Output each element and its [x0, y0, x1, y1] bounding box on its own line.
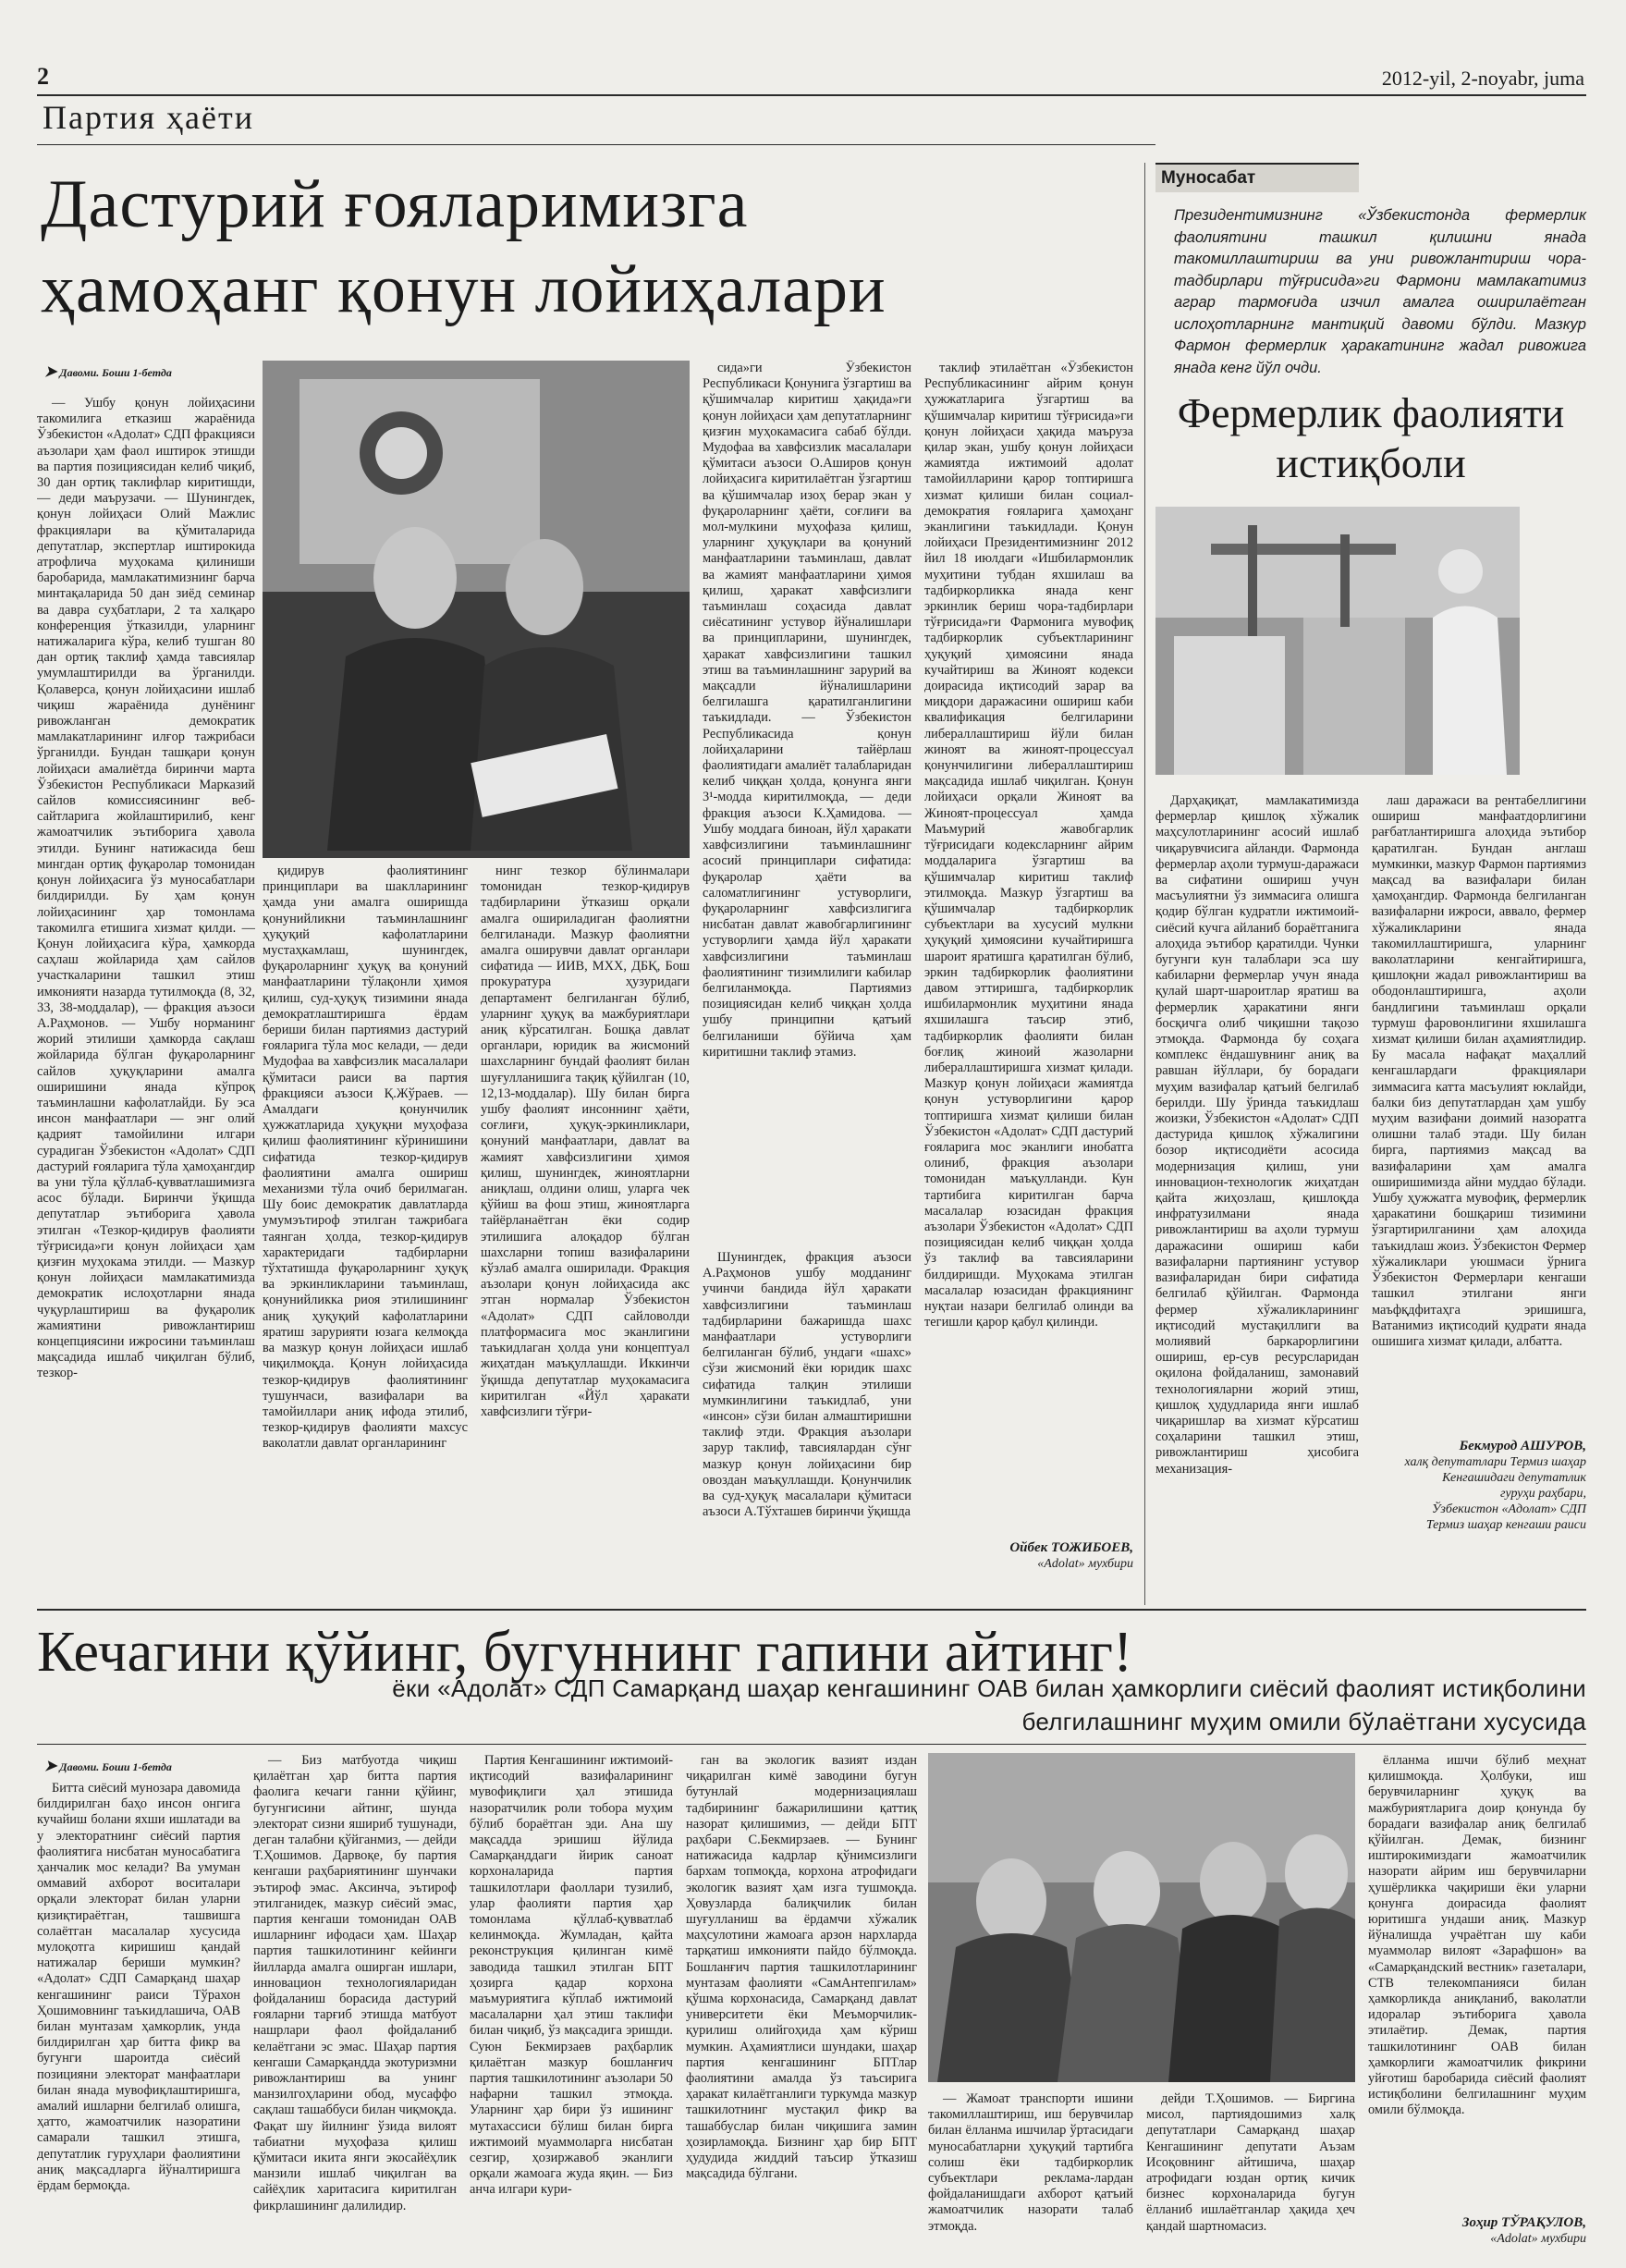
article2-subtitle [246, 1672, 1586, 1738]
article1-col3b-text: Шунингдек, фракция аъзоси А.Раҳмонов ушбу модданинг учинчи бандида йўл ҳаракати хавфсизлигини таъминлаш тадбирларини бажаришда шахс манфаатлари устуворлиги белгиланган бўлиб, ундаги «шахс» сўзи жисмоний ёки юридик шахс сифатида талқин этилиши мумкинлигини таъкидлаб, уни «инсон» сўзи билан алмаштиришни таклиф этди. Фракция аъзолари зарур таклиф, тавсиялардан сўнг мазкур қонун лойиҳасини бир овоздан маъқуллашди. Қонунчилик ва суд-ҳуқуқ масалалари қўмитаси аъзоси А.Тўхташев биринчи ўқишда [703, 1250, 911, 1520]
sidebar-colA-text: Дарҳақиқат, мамлакатимизда фермерлар қишлоқ хўжалик маҳсулотларининг асосий ишлаб чиқарувчисига айланди. Фармонда фермерлар аҳоли турмуш-даражаси ва сифатини ошириш учун масъулиятни ўз зиммасига олишга қодир бўлган кудратли ижтимоий-сиёсий кучга айланиб бораётганига алоҳида эътибор қаратилди. Чунки бугунги кун талаблари эса шу кабиларни фермерлар учун янада қулай шарт-шароитлар яратиш ва фермерлик ҳаракатини янги босқичга олиб чиқишни тақозо этмоқда. Фармонда бу соҳага комплекс ёндашувнинг аниқ ва равшан йўллари, бу борадаги муҳим вазифалар қатъий белгилаб берилди. Шу ўринда таъкидлаш жоизки, Ўзбекистон «Адолат» СДП дастурида қишлоқ хўжалигини бозор иқтисодиёти асосида модернизация қилиш, уни инновацион-технологик жиҳатдан қайта жиҳозлаш, қишлоқда инфратузилмани янада ривожлантириш ва аҳоли турмуш даражасини ошириш каби вазифаларни партиянинг устувор вазифаларидан бири сифатида белгилаб қўйилган. Фармонда фермер хўжаликларининг иқтисодий мустақиллиги ва молиявий баркарорлигини ошириш, ер-сув ресурсларидан оқилона фойдаланиш, замонавий технологияларни жорий этиш, қишлоқ ҳудудларида янги ишлаб чиқаришлар ва хизмат кўрсатиш соҳаларини ташкил этиш, ривожлантириш ҳисобига механизация- [1155, 793, 1359, 1477]
article2-col3-text: Партия Кенгашининг ижтимоий-иқтисодий вазифаларининг мувофиқлиги ҳал этишида назоратчилик роли тобора муҳим бўлиб бораётган эди. Ана шу мақсадда эришиш йўлида Самарқанддаги йирик саноат корхоналарида партия ташкилотлари фаоллари тузилиб, улар фаолияти партия ҳар томонлама қўллаб-қувватлаб келинмоқда. Жумладан, қайта реконструкция қилинган кимё заводида ташкил этилган БПТ ҳозирга қадар корхона маъмуриятига кўплаб ижтимоий масалаларни ҳал этиш таклифи билан чиқиб, ўз мақсадига эришди. Суюн Бекмирзаев раҳбарлик қилаётган мазкур бошланғич партия ташкилотининг аъзолари 50 нафарни ташкил этмоқда. Уларнинг ҳар бири ўз ишининг мутахассиси бўлиш билан бирга ижтимоий муаммоларга нисбатан сезгир, ҳозиржавоб эканлиги орқали жамоага жуда яқин. — Биз анча илгари кури- [470, 1753, 673, 2198]
header-rule [37, 94, 1586, 96]
article1-signature [924, 1540, 1133, 1572]
article1-headline-line1: Дастурий ғояларимизга [41, 166, 749, 242]
sidebar-author-role-4: Ўзбекистон «Адолат» СДП [1432, 1502, 1586, 1516]
article1-author: Ойбек ТОЖИБОЕВ, [1009, 1540, 1133, 1555]
sidebar-column-1 [1155, 793, 1359, 1568]
sidebar-signature [1359, 1439, 1586, 1533]
sidebar-lead: Президентимизнинг «Ўзбекистонда фермерлик фаолиятини ташкил қилишни янада такомиллаштириш ва уни ривожлантириш чора-тадбирлари тўғрисида»ги Фармони мамлакатимиз аграр тармоғида изчил амалга оширилаётган ислоҳотларнинг мантиқий давоми бўлди. Мазкур Фармон фермерлик ҳаракатининг жадал ривожига янада кенг йўл очди. [1174, 207, 1586, 376]
article2-col6-text: дейди Т.Ҳошимов. — Биргина мисол, партиядошимиз халқ депутатлари Самарқанд шаҳар Кенгашининг депутати Аъзам Исоқовнинг айтишича, шаҳар атрофидаги юздан ортиқ кичик бизнес корхоналарида бугун ёлланиб ишлаётганлар ҳақида ҳеч қандай шартномасиз. [1146, 2091, 1355, 2234]
article1-col2-text: қидирув фаолиятининг принциплари ва шаклларининг ҳамда уни амалга оширишда қонунийликни таъминлашнинг ҳуқуқий кафолатларини мустаҳкамлаш, шунингдек, фуқароларнинг ҳуқуқ ва қонуний манфаатларини тўлақонли ҳимоя қилиш, суд-ҳуқуқ тизимини янада демократлаштиришга ёрдам бериши билан партиямиз дастурий ғояларига тўла мос келади, — деди Мудофаа ва хавфсизлик масалалари қўмитаси раиси ва партия фракцияси аъзоси Қ.Жўраев. — Амалдаги қонунчилик ҳужжатларида ҳуқуқни муҳофаза қилиш фаолиятининг кўринишини сифатида тезкор-қидирув фаолиятини амалга ошириш механизми тўла очиб берилмаган. Шу боис демократик давлатларда умумэътироф этилган тажрибага таянган ҳолда, тезкор-қидирув характеридаги тадбирларни тўхтатишда фуқароларнинг ҳуқуқ ва эркинликларини таъминлаш, қонунийликка риоя этилишининг аниқ ҳуқуқий кафолатларини яратиш зарурияти юзага келмоқда ва мазкур қонун лойиҳаси ишлаб чиқилмоқда. Қонун лойиҳасида тезкор-қидирув фаолиятининг тушунчаси, вазифалари ва тамойиллари аниқ ифода этилиб, тезкор-қидирув фаолияти махсус ваколатли давлат органларининг [263, 864, 468, 1452]
article2-column-5 [928, 2091, 1133, 2262]
arrow-icon: ➤ [44, 364, 57, 380]
sidebar-tag-box [1155, 163, 1359, 192]
article2-col7-text: ёлланма ишчи бўлиб меҳнат қилишмоқда. Ҳолбуки, иш берувчиларнинг ҳуқуқ ва мажбуриятларига доир қонунда бу борадаги вазифалар аниқ белгилаб қўйилган. Демак, бизнинг иштирокимиздаги жамоатчилик назорати айрим иш берувчиларни ҳушёрликка чақириши ёки уларни қонунга доирасида фаолият юритишга ундаши аниқ. Мазкур йўналишда учраётган шу каби муаммолар вилоят «Зарафшон» ва «Самарқандский вестник» газеталари, СТВ телекомпанияси билан ҳамкорликда аниқланиб, ваколатли идоралар эътиборига ҳавола этилаётир. Демак, партия ташкилотининг ОАВ билан ҳамкорлиги жамоатчилик фикрини уйғотиш баробарида сиёсий фаолият истиқболини белгилашнинг муҳим омили бўлмоқда. [1368, 1753, 1586, 2118]
article2-subtitle-line1: ёки «Адолат» СДП Самарқанд шаҳар кенгашининг ОАВ билан ҳамкорлиги сиёсий фаолият истиқболини [392, 1674, 1586, 1702]
article2-column-2 [253, 1753, 457, 2262]
sidebar-author-role-5: Термиз шаҳар кенгаши раиси [1425, 1518, 1586, 1532]
article2-top-rule [37, 1609, 1586, 1611]
sidebar-colB-text: лаш даражаси ва рентабеллигини ошириш манфаатдорлигини рағбатлантиришга алоҳида эътибор қаратилган. Бундан англаш мумкинки, мазкур Фармон партиямиз мақсад ва вазифалари билан ҳамоҳангдир. Фармонда белгиланган вазифаларни ижроси, аввало, фермер хўжаликларини янада такомиллаштиришга, уларнинг ваколатларини кенгайтиришга, қишлоқни жадал ривожлантириш ва ободонлаштиришга, аҳоли бандлигини таъминлаш орқали турмуш фаровонлигини яхшилашга хизмат қилиши билан аҳамиятлидир. Бу масала нафақат маҳаллий кенгашлардаги фракциялари зиммасига катта масъулият юклайди, балки биз депутатлардан ҳам ушбу муҳим вазифани доимий назоратга олишни талаб этади. Шу билан бирга, партиямиз мақсад ва вазифаларини ҳам амалга оширишимизда айни муддао бўлади. Ушбу ҳужжатга мувофиқ, фермерлик ҳаракатини бошқариш тизимини ўзгартирилганини ҳам алоҳида таъкидлаш жоиз. Ўзбекистон Фермер хўжаликлари уюшмаси ўрнига Ўзбекистон Фермерлари кенгаши ташкил этилгани янги маъфқдфитаҳга эришишга, Ватанимиз иқтисодий қудрати янада ошишига хизмат қилади, албатта. [1372, 793, 1586, 1349]
article2-author: Зоҳир ТЎРАҚУЛОВ, [1461, 2215, 1586, 2230]
article2-headline: Кечагини қўйинг, бугуннинг гапини айтинг! [37, 1621, 1133, 1684]
article1-headline-line2: ҳамоҳанг қонун лойиҳалари [41, 251, 886, 327]
article1-photo [263, 361, 690, 858]
article1-continuation [44, 362, 172, 381]
rubric-rule [37, 144, 1155, 145]
sidebar-column-2 [1372, 793, 1586, 1372]
article1-author-role: «Adolat» мухбири [1037, 1557, 1133, 1571]
article2-subtitle-rule [37, 1744, 1586, 1745]
sidebar-author-role-2: Кенгашидаги депутатлик [1442, 1471, 1586, 1485]
sidebar-author-role-3: гуруҳи раҳбари, [1500, 1487, 1586, 1501]
group-photo-illustration [928, 1753, 1355, 2082]
article1-column-2 [263, 864, 468, 1600]
meeting-photo-illustration [263, 361, 690, 858]
article1-column-1 [37, 396, 255, 1601]
article2-photo [928, 1753, 1355, 2082]
article1-column-2b [481, 864, 690, 1600]
sidebar-tag-label: Муносабат [1161, 168, 1256, 188]
continuation-label: Давоми. Боши 1-бетда [59, 366, 172, 379]
sidebar-headline-line2: истиқболи [1276, 439, 1466, 486]
article2-subtitle-line2: белгилашнинг муҳим омили бўлаётгани хусусида [1021, 1708, 1586, 1735]
article2-column-4 [686, 1753, 917, 2262]
article2-col5-text: — Жамоат транспорти ишини такомиллаштириш, иш берувчилар билан ёлланма ишчилар ўртасидаги муносабатларни ҳуқуқий тартибга солиш ёки тадбиркорлик субъектлари реклама-лардан фойдаланишдаги ахборот қатъий жамоатчилик назорати талаб этмоқда. [928, 2091, 1133, 2234]
issue-date: 2012-yil, 2-noyabr, juma [1381, 67, 1584, 90]
sidebar-photo [1155, 507, 1520, 775]
article1-column-3b [703, 1250, 911, 1601]
sidebar-author: Бекмурод АШУРОВ, [1459, 1439, 1586, 1453]
article1-col1-text: — Ушбу қонун лойиҳасини такомилига етказиш жараёнида Ўзбекистон «Адолат» СДП фракцияси аъзолари ҳам фаол иштирок этишди ва партия позициясидан келиб чиқиб, 30 дан ортиқ таклифлар киритишди, — деди маърузачи. — Шунингдек, қонун лойиҳаси Олий Мажлис фракциялари ва қўмиталарида депутатлар, экспертлар иштирокида атрофлича муҳокама қилиниши баробарида, мамлакатимизнинг барча минтақаларида 50 дан зиёд семинар ва давра суҳбатлари, 2 та халқаро конференция ўтказилди, уларнинг натижаларига кўра, келиб тушган 80 дан ортиқ таклиф ҳамда тавсиялар умумлаштирилди ва ўрганилди. Қолаверса, қонун лойиҳасини ишлаб чиқиш жараёнида дунёнинг ривожланган демократик мамлакатларининг илғор тажрибаси ўрганилди. Бундан ташқари қонун лойиҳаси амалиётда биринчи марта Ўзбекистон Республикаси Марказий сайлов комиссиясининг веб-сайтларига жойлаштирилиб, кенг жамоатчилик эътиборига ҳавола этилди. Бунинг натижасида беш мингдан ортиқ фуқаролар томонидан қонун лойиҳасига ўз муносабатлари билдирилди. Бу ҳам қонун лойиҳасининг ҳар томонлама такомилга етишига хизмат қилди. — Қонун лойиҳасига кўра, ҳамкорда саҳлаш жойларида ҳам сайлов участкаларини ташкил этиш имконияти назарда тутилмоқда (8, 32, 33, 38-моддалар), — фракция аъзоси А.Раҳмонов. — Ушбу норманинг жорий этилиши ҳамкорда сақлаш жойларида бўлган фуқароларнинг сайлов ҳуқуқларини амалга оширишини янада кўпроқ таъминлашни кафолатлайди. Бу эса инсон манфаатлари — энг олий қадрият тамойилини илгари сурадиган Ўзбекистон «Адолат» СДП дастурий ғояларига тўла ҳамоҳангдир ва уни тўла қўллаб-қувватлашимизга асос бўлади. Биринчи ўқишда депутатлар эътиборига ҳавола этилган «Тезкор-қидирув фаолияти тўғрисида»ги қонун лойиҳаси ҳам қизғин муҳокама этилди. — Мазкур қонун лойиҳаси мамлакатимизда демократик ислоҳотларни янада чуқурлаштириш ва фуқаролик жамиятини ривожлантириш концепциясини ижросини таъминлаш мақсадида ишлаб чиқилган бўлиб, тезкор- [37, 396, 255, 1381]
factory-photo-illustration [1155, 507, 1520, 775]
article1-column-3 [703, 361, 911, 1248]
article1-col4-text: таклиф этилаётган «Ўзбекистон Республикасининг айрим қонун ҳужжатларига ўзгартиш ва қўшимчалар киритиш тўғрисида»ги қонун лойиҳаси ҳақида маъруза қилар экан, ушбу қонун лойиҳаси жамиятда ижтимоий адолат тамойилларини қарор топтиришга хизмат қилиши билан социал-демократия ғояларига ҳамоҳанг эканлигини таъкидлади. Қонун лойиҳаси Президентимизнинг 2012 йил 18 июлдаги «Ишбилармонлик муҳитини тубдан яхшилаш ва тадбиркорликка янада кенг эркинлик бериш чора-тадбирлари тўғрисида»ги Фармонига мувофиқ тадбиркорлик субъектларининг ҳуқуқий ҳимоясини янада кучайтириш ва Жиноят кодекси доирасида иқтисодий зарар ва миқдори даражасини ошириш каби квалификация белгиларини либераллаштириш йўли билан жиноят ва жиноят-процессуал қонунчилигини либераллаштириш мақсадида ишлаб чиқилган. Қонун лойиҳаси орқали Жиноят ва Жиноят-процессуал ҳамда Маъмурий жавобгарлик тўғрисидаги кодексларнинг айрим моддаларига ўзгартиш ва қўшимчалар киритиш таклиф этилмоқда. Мазкур ўзгартиш ва қўшимчалар тадбиркорлик субъектлари ва хусусий мулкни ҳуқуқий ҳимоясини кучайтиришга шароит яратишга қаратилган бўлиб, эркин тадбиркорлик фаолиятини давом эттиришга, тадбиркорлик ишбилармонлик муҳитини янада яхшилашга таъсир этиб, тадбиркорлик фаолияти билан боғлиқ жиноий жазоларни либераллаштиришга хизмат қилади. Мазкур қонун лойиҳаси жамиятда қонун устуворлигини қарор топтиришга хизмат қилиши билан Ўзбекистон «Адолат» СДП дастурий ғояларига мос эканлиги инобатга олиниб, фракция аъзолари томонидан маъқулланди. Кун тартибига киритилган барча масалалар юзасидан фракция аъзолари Ўзбекистон «Адолат» СДП позициясидан келиб чиққан ҳолда ўз таклиф ва тавсияларини билдиришди. Муҳокама этилган масалалар юзасидан фракциянинг нуқтаи назари белгилаб олинди ва тегишли қарор қабул қилинди. [924, 361, 1133, 1330]
article2-column-3 [470, 1753, 673, 2262]
article1-column-4 [924, 361, 1133, 1535]
continuation-label: Давоми. Боши 1-бетда [59, 1760, 172, 1773]
column-separator [1144, 163, 1145, 1605]
sidebar-headline [1155, 388, 1586, 488]
article2-column-6 [1146, 2091, 1355, 2262]
article2-col1-text: Битта сиёсий мунозара давомида билдирилган баҳо инсон онгига кучайиш болани яхши ишлатади ва у электоратнинг сиёсий партия фаолиятига нисбатан муносабатига ҳанчалик мос келади? Ва умуман оммавий ахборот воситалари орқали электорат билан уларни қизиқтираётган, ташвишга солаётган масалалар хусусида мулоқотга киришиш қандай натижалар бериши мумкин? «Адолат» СДП Самарқанд шаҳар кенгашининг раиси Тўрахон Ҳошимовнинг таъкидлашича, ОАВ билан мунтазам ҳамкорлик, унда билдирилган ҳар битта фикр ва бугунги шароитда сиёсий позицияни электорат манфаатлари билан янада мувофиқлаштиришга, амалий ишларни белгилаб олишга, ҳатто, жамоатчилик назоратини самарали ташкил этишга, депутатлик гуруҳлари фаолиятини аниқ мақсадларга йўналтиришга ёрдам бермоқда. [37, 1781, 240, 2194]
article2-col4-text: ган ва экологик вазият издан чиқарилган кимё заводини бугун бутунлай модернизациялаш тадбирининг бажарилишини қаттиқ назорат қилишимиз, — дейди БПТ раҳбари С.Бекмирзаев. — Бунинг натижасида кадрлар қўнимсизлиги бархам топмоқда, корхона атрофидаги экологик вазият ҳам изга тушмоқда. Ҳовузларда балиқчилик билан шуғулланиш ва ёрдамчи хўжалик маҳсулотини жамоага арзон нархларда тарқатиш имконияти пайдо бўлмоқда. Бошланғич партия ташкилотларининг мунтазам фаолияти «СамАнтепгилам» қўшма корхонасида, Самарқанд давлат университети ёки Меъморчилик-қурилиш олийгоҳида ҳам кўриш мумкин. Аҳамиятлиси шундаки, шаҳар партия кенгашининг БПТлар фаолиятини амалда ўз таъсирига ҳаракат килаётганлиги туркумда мазкур ташкилотнинг мустақил фикр ва ташаббуслар билан чиқишига замин ҳозирламоқда. Бизнинг ҳар бир БПТ ҳудудида жиддий таъсир ўтказиш мақсадида бўлгани. [686, 1753, 917, 2182]
section-rubric: Партия ҳаёти [43, 99, 255, 136]
arrow-icon: ➤ [44, 1759, 57, 1774]
sidebar-headline-line1: Фермерлик фаолияти [1177, 389, 1565, 436]
article2-continuation [44, 1757, 172, 1775]
sidebar-author-role-1: халқ депутатлари Термиз шаҳар [1404, 1455, 1586, 1469]
page-number: 2 [37, 63, 49, 90]
article2-signature [1368, 2215, 1586, 2247]
article2-author-role: «Adolat» мухбири [1490, 2232, 1586, 2246]
article2-column-7 [1368, 1753, 1586, 2160]
article1-col3a-text: сида»ги Ўзбекистон Республикаси Қонунига ўзгартиш ва қўшимчалар киритиш ҳақида»ги қонун лойиҳаси ҳам депутатларнинг қизғин муҳокамасига сабаб бўлди. Мудофаа ва хавфсизлик масалалари қўмитаси аъзоси О.Аширов қонун лойиҳасига киритилаётган ўзгартиш ва қўшимчалар изоҳ берар экан у фуқароларнинг ҳаёти, соғлиғи ва мол-мулкини муҳофаза қилиш, уларнинг ҳуқуқлари ва қонуний манфаатларини таъминлаш, давлат ва жамият манфаатларини ҳимоя қилиш, ҳаракат хавфсизлиги таъминлаш соҳасида давлат сиёсатининг устувор йўналишлари ва принципларини, шунингдек, ҳаракат хавфсизлигини ташкил этиш ва таъминлашнинг зарурий ва мақсадли йўналишларини белгилашга қаратилганлигини таъкидлади. — Ўзбекистон Республикасида қонун лойиҳаларини тайёрлаш фаолиятидаги амалиёт талабларидан келиб чиққан ҳолда, қонунга янги 3¹-модда киритилмоқда, — деди фракция аъзоси К.Ҳамидова. — Ушбу моддага биноан, йўл ҳаракати хавфсизлигини таъминлашнинг асосий принциплари сифатида: фуқаролар ҳаёти ва саломатлигининг устуворлиги, фуқароларнинг хавфсизлигига нисбатан давлат жавобгарлигининг устуворлиги ҳамда йўл ҳаракати хавфсизлигини таъминлаш фаолиятининг тизимлилиги кабилар белгиланмоқда. Партиямиз позициясидан келиб чиққан ҳолда ушбу принципни қатъий белгиланиши бўйича ҳам киритишни таклиф этамиз. [703, 361, 911, 1060]
article2-column-1 [37, 1781, 240, 2262]
article1-col2b-text: нинг тезкор бўлинмалари томонидан тезкор-қидирув тадбирларини ўтказиш орқали амалга ошириладиган фаолиятни белгиланади. Мазкур фаолиятни амалга оширувчи давлат органлари сифатида — ИИВ, МХХ, ДБҚ, Бош прокуратура ҳузуридаги департамент белгиланган бўлиб, уларнинг ҳуқуқ ва мажбуриятлари аниқ кўрсатилган. Бошқа давлат органлари, юридик ва жисмоний шахсларнинг бундай фаолият билан шуғулланишига тақиқ қўйилган (10, 12,13-моддалар). Шу билан бирга ушбу фаолият инсоннинг ҳаёти, соғлиғи, ҳуқуқ-эркинликлари, қонуний манфаатлари, давлат ва жамият хавфсизлигини ҳимоя қилиш, шунингдек, жиноятларни аниқлаш, олдини олиш, уларга чек қўйиш ва фош этиш, жиноятларга тайёрланаётган ёки содир этилишига алоқадор бўлган шахсларни топиш вазифаларини кўзлаб амалга оширилади. Фракция аъзолари қонун лойиҳасида акс этган нормалар Ўзбекистон «Адолат» СДП сайловолди платформасига мос эканлигини таъкидлаган ҳолда уни концептуал жиҳатдан маъқуллашди. Иккинчи ўқишда депутатлар муҳокамасига киритилган «Йўл ҳаракати хавфсизлиги тўғри- [481, 864, 690, 1419]
article2-col2-text: — Биз матбуотда чиқиш қилаётган ҳар битта партия фаолига кечаги ганни қўйинг, бугунгисини айтинг, шунда электорат сизни яшириб тушунади, деган талабни қўйганмиз, — дейди Т.Ҳошимов. Дарвоқе, бу партия кенгаши раҳбариятининг шунчаки эътироф эмас. Аксинча, эътироф этилганидек, мазкур сиёсий эмас, партия кенгаши томонидан ОАВ ишларнинг ифодаси ҳам. Шаҳар партия ташкилотининг кейинги йилларда амалга оширган ишлари, инновацион технологияларидан фойдаланиш борасида дастурий ғояларни тарғиб этишда матбуот нашрлари фаол фойдаланиб келаётгани эс эмас. Шаҳар партия кенгаши Самарқандда экотуризмни ривожлантириш ва унинг манзилгоҳларини обод, мусаффо сақлаш ташаббуси билан чиқмоқда. Фақат шу йилнинг ўзида вилоят табиатни муҳофаза қилиш қўмитаси икита янги экосайёҳлик манзили ишлаб чиқилган ва сайёҳлик харитасига киритилган фикрлашининг далилидир. [253, 1753, 457, 2213]
